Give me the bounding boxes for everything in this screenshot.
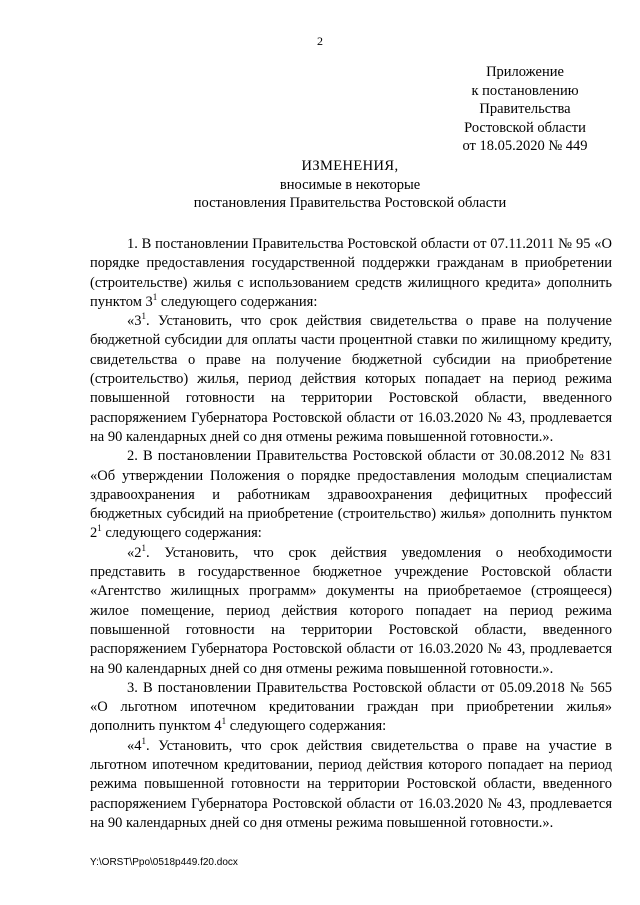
paragraph-text: следующего содержания:: [226, 718, 387, 735]
paragraph-text: 1. В постановлении Правительства Ростовской области от 07.11.2011 № 95 «О порядке предоставления государственной поддержки гражданам в приобретении (строительстве) жилья с использованием средств жилищного кредита» дополнить пунктом 3: [90, 236, 612, 310]
appendix-line: Ростовской области: [464, 119, 586, 136]
superscript: 1: [221, 716, 227, 727]
paragraph-text: 3. В постановлении Правительства Ростовской области от 05.09.2018 № 565 «О льготном ипотечном кредитовании граждан при приобретении жилья» дополнить пунктом 4: [90, 679, 612, 735]
appendix-line: от 18.05.2020 № 449: [462, 138, 588, 155]
paragraph-quote-1: [90, 312, 612, 447]
paragraph-text: следующего содержания:: [101, 525, 262, 542]
paragraph-text: «4: [127, 737, 142, 754]
paragraph-item-2: [90, 447, 612, 543]
page-number: 2: [317, 34, 323, 48]
appendix-line: Приложение: [486, 64, 564, 80]
title-subtitle: вносимые в некоторые: [279, 176, 421, 193]
paragraph-text: «2: [127, 544, 142, 561]
title-subtitle: постановления Правительства Ростовской области: [193, 195, 507, 212]
document-body: [90, 235, 612, 833]
superscript: 1: [141, 311, 146, 322]
title-heading: ИЗМЕНЕНИЯ,: [301, 158, 399, 174]
paragraph-item-1: [90, 235, 612, 312]
superscript: 1: [97, 523, 102, 534]
superscript: 1: [141, 735, 146, 746]
appendix-block: [440, 63, 610, 156]
paragraph-quote-2: [90, 544, 612, 679]
paragraph-text: 2. В постановлении Правительства Ростовской области от 30.08.2012 № 831 «Об утверждении Положения о порядке предоставления молодым специалистам здравоохранения и работникам здравоохранения дефицитных профессий бюджетных субсидий на приобретение (строительство) жилья» дополнить пунктом 2: [90, 448, 612, 542]
superscript: 1: [152, 291, 158, 302]
paragraph-item-3: [90, 679, 612, 737]
paragraph-text: следующего содержания:: [157, 293, 318, 310]
appendix-line: Правительства: [479, 101, 571, 118]
document-title: [80, 157, 620, 213]
file-path-footer: Y:\ORST\Ppo\0518p449.f20.docx: [90, 857, 238, 868]
paragraph-quote-3: [90, 737, 612, 833]
paragraph-text: . Установить, что срок действия уведомления о необходимости представить в государственное бюджетное учреждение Ростовской области «Агентство жилищных программ» документы на приобретаемое (строящееся) жилое помещение, период действия которого попадает на период режима повышенной готовности на территории Ростовской области, введенного распоряжением Губернатора Ростовской области от 16.03.2020 № 43, продлевается на 90 календарных дней со дня отмены режима повышенной готовности.».: [90, 544, 612, 677]
paragraph-text: «3: [127, 313, 142, 330]
paragraph-text: . Установить, что срок действия свидетельства о праве на участие в льготном ипотечном кредитовании, период действия которого попадает на период режима повышенной готовности на территории Ростовской области, введенного распоряжением Губернатора Ростовской области от 16.03.2020 № 43, продлевается на 90 календарных дней со дня отмены режима повышенной готовности.».: [90, 737, 612, 831]
superscript: 1: [141, 542, 146, 553]
paragraph-text: . Установить, что срок действия свидетельства о праве на получение бюджетной субсидии для оплаты части процентной ставки по жилищному кредиту, свидетельства о праве на получение бюджетной субсидии на приобретение (строительство) жилья, период действия которых попадает на период режима повышенной готовности на территории Ростовской области, введенного распоряжением Губернатора Ростовской области от 16.03.2020 № 43, продлевается на 90 календарных дней со дня отмены режима повышенной готовности.».: [90, 313, 612, 445]
appendix-line: к постановлению: [471, 82, 579, 99]
